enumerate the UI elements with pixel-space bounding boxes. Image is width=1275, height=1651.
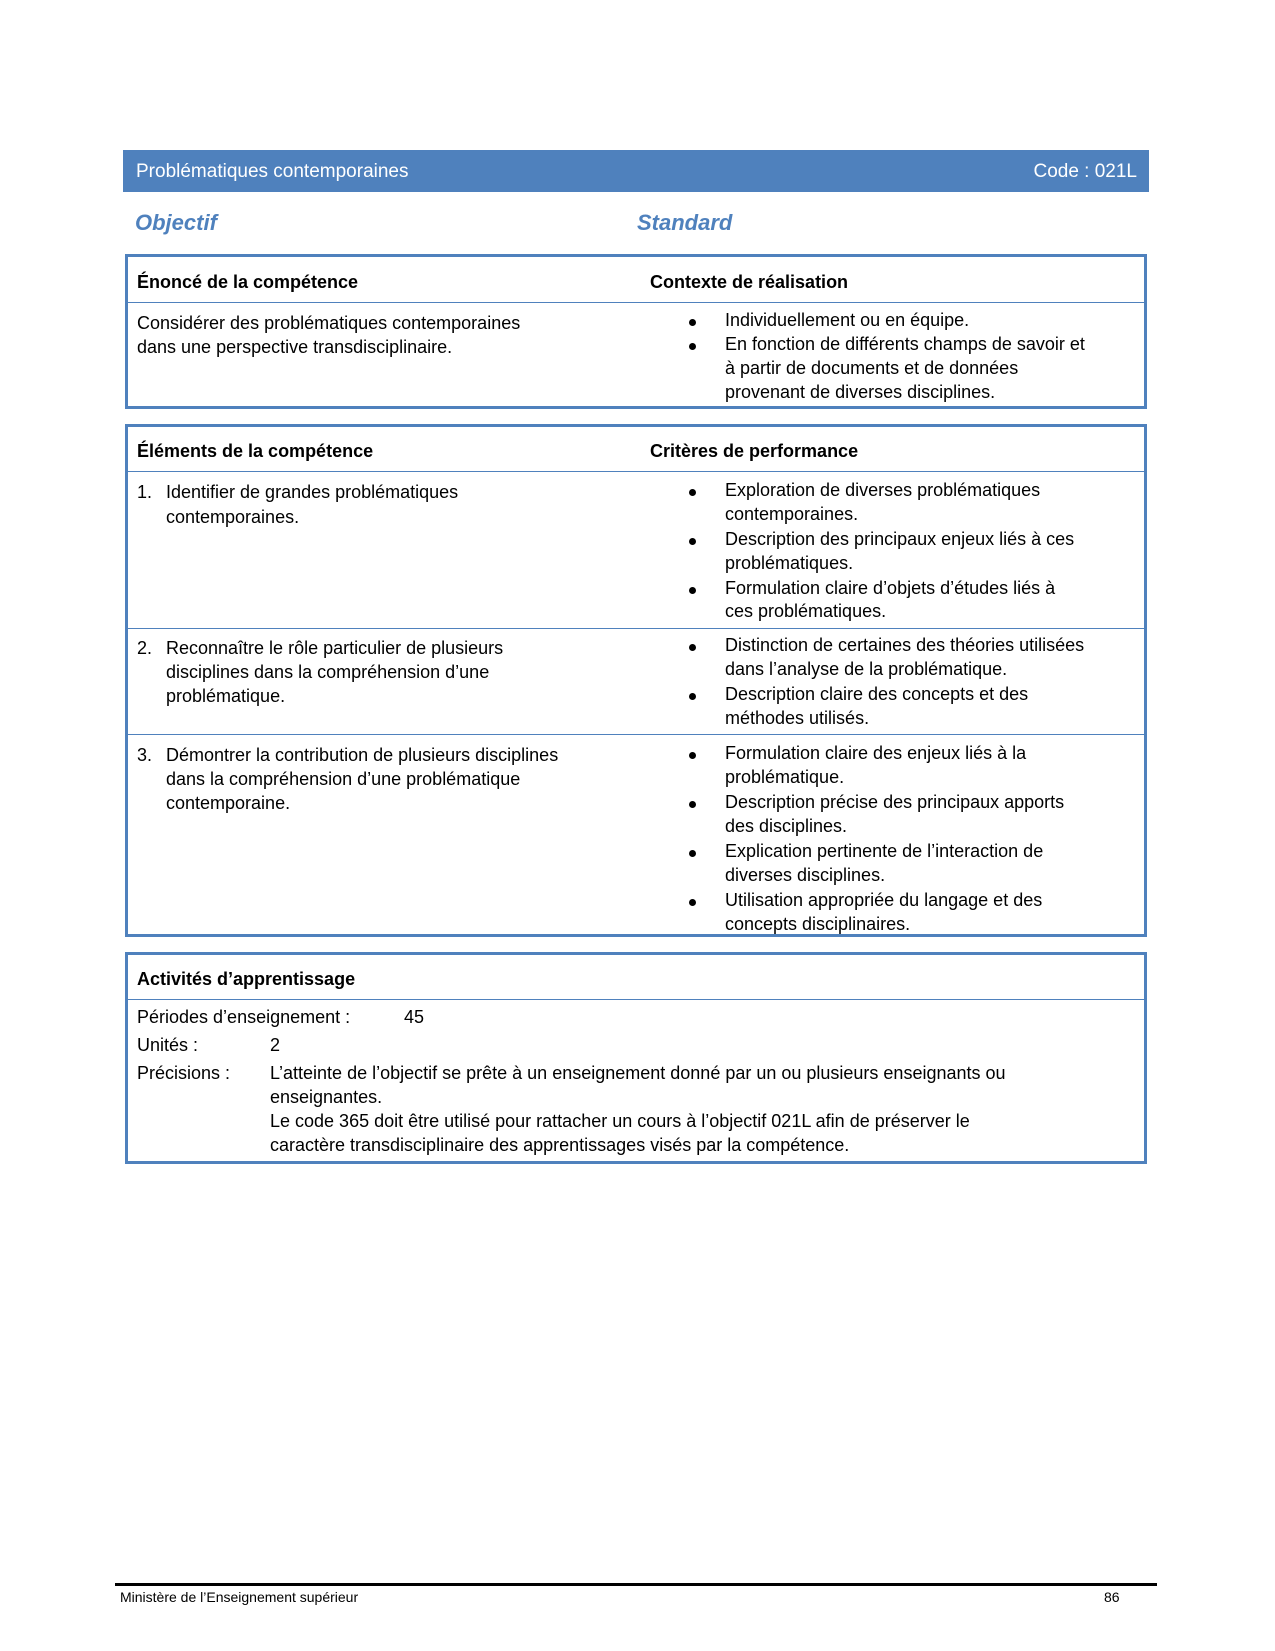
program-code: Code : 021L bbox=[1033, 161, 1137, 182]
divider bbox=[128, 734, 1144, 735]
element-number: 2. bbox=[137, 638, 153, 658]
contexte-heading: Contexte de réalisation bbox=[650, 272, 849, 292]
element-line: disciplines dans la compréhension d’une bbox=[166, 662, 490, 682]
bullet-icon bbox=[689, 899, 696, 906]
activites-box bbox=[125, 952, 1147, 1164]
footer-ministry: Ministère de l’Enseignement supérieur bbox=[120, 1589, 359, 1605]
standard-label: Standard bbox=[637, 210, 733, 235]
contexte-item: à partir de documents et de données bbox=[725, 358, 1019, 378]
precisions-line: caractère transdisciplinaire des apprentissages visés par la compétence. bbox=[270, 1135, 850, 1155]
criterion-line: Exploration de diverses problématiques bbox=[725, 480, 1041, 500]
enonce-line: dans une perspective transdisciplinaire. bbox=[137, 337, 453, 357]
element-line: Démontrer la contribution de plusieurs disciplines bbox=[166, 745, 559, 765]
periodes-value: 45 bbox=[404, 1007, 425, 1027]
element-line: contemporaine. bbox=[166, 793, 291, 813]
criterion-line: Description des principaux enjeux liés à ces bbox=[725, 529, 1075, 549]
criteres-heading: Critères de performance bbox=[650, 441, 859, 461]
enonce-heading: Énoncé de la compétence bbox=[137, 272, 359, 292]
element-line: dans la compréhension d’une problématique bbox=[166, 769, 521, 789]
contexte-item: En fonction de différents champs de savoir et bbox=[725, 334, 1085, 354]
periodes-label: Périodes d’enseignement : bbox=[137, 1007, 351, 1027]
criterion-line: Description précise des principaux apports bbox=[725, 792, 1065, 812]
criterion-line: des disciplines. bbox=[725, 816, 848, 836]
element-line: contemporaines. bbox=[166, 507, 300, 527]
criterion-line: problématiques. bbox=[725, 553, 854, 573]
criterion-line: méthodes utilisés. bbox=[725, 708, 870, 728]
bullet-icon bbox=[689, 693, 696, 700]
objective-label: Objectif bbox=[135, 210, 217, 235]
contexte-item: Individuellement ou en équipe. bbox=[725, 310, 970, 330]
precisions-line: L’atteinte de l’objectif se prête à un enseignement donné par un ou plusieurs enseignants ou bbox=[270, 1063, 1006, 1083]
criterion-line: Explication pertinente de l’interaction de bbox=[725, 841, 1044, 861]
bullet-icon bbox=[689, 850, 696, 857]
criterion-line: contemporaines. bbox=[725, 504, 859, 524]
element-line: problématique. bbox=[166, 686, 286, 706]
bullet-icon bbox=[689, 587, 696, 594]
criterion-line: Formulation claire des enjeux liés à la bbox=[725, 743, 1027, 763]
criterion-line: Formulation claire d’objets d’études liés à bbox=[725, 578, 1056, 598]
program-title: Problématiques contemporaines bbox=[136, 161, 409, 182]
precisions-label: Précisions : bbox=[137, 1063, 231, 1083]
element-number: 3. bbox=[137, 745, 153, 765]
criterion-line: Description claire des concepts et des bbox=[725, 684, 1029, 704]
divider bbox=[128, 471, 1144, 472]
header-band bbox=[123, 150, 1149, 192]
elements-box bbox=[125, 424, 1147, 937]
criterion-line: Utilisation appropriée du langage et des bbox=[725, 890, 1043, 910]
criterion-line: problématique. bbox=[725, 767, 845, 787]
precisions-line: enseignantes. bbox=[270, 1087, 383, 1107]
activites-heading: Activités d’apprentissage bbox=[137, 969, 356, 989]
bullet-icon bbox=[689, 319, 696, 326]
unites-label: Unités : bbox=[137, 1035, 199, 1055]
precisions-line: Le code 365 doit être utilisé pour rattacher un cours à l’objectif 021L afin de préserver le bbox=[270, 1111, 970, 1131]
divider bbox=[128, 999, 1144, 1000]
competence-box bbox=[125, 254, 1147, 409]
bullet-icon bbox=[689, 489, 696, 496]
page-number: 86 bbox=[1104, 1589, 1120, 1605]
element-line: Identifier de grandes problématiques bbox=[166, 482, 459, 502]
enonce-line: Considérer des problématiques contemporaines bbox=[137, 313, 521, 333]
criterion-line: concepts disciplinaires. bbox=[725, 914, 911, 934]
elements-heading: Éléments de la compétence bbox=[137, 441, 374, 461]
unites-value: 2 bbox=[270, 1035, 281, 1055]
element-number: 1. bbox=[137, 482, 153, 502]
bullet-icon bbox=[689, 752, 696, 759]
bullet-icon bbox=[689, 644, 696, 651]
criterion-line: ces problématiques. bbox=[725, 601, 887, 621]
divider bbox=[128, 628, 1144, 629]
divider bbox=[128, 302, 1144, 303]
criterion-line: diverses disciplines. bbox=[725, 865, 886, 885]
bullet-icon bbox=[689, 801, 696, 808]
criterion-line: Distinction de certaines des théories utilisées bbox=[725, 635, 1085, 655]
footer-rule bbox=[115, 1583, 1157, 1586]
contexte-item: provenant de diverses disciplines. bbox=[725, 382, 996, 402]
element-line: Reconnaître le rôle particulier de plusieurs bbox=[166, 638, 504, 658]
bullet-icon bbox=[689, 538, 696, 545]
bullet-icon bbox=[689, 343, 696, 350]
criterion-line: dans l’analyse de la problématique. bbox=[725, 659, 1008, 679]
